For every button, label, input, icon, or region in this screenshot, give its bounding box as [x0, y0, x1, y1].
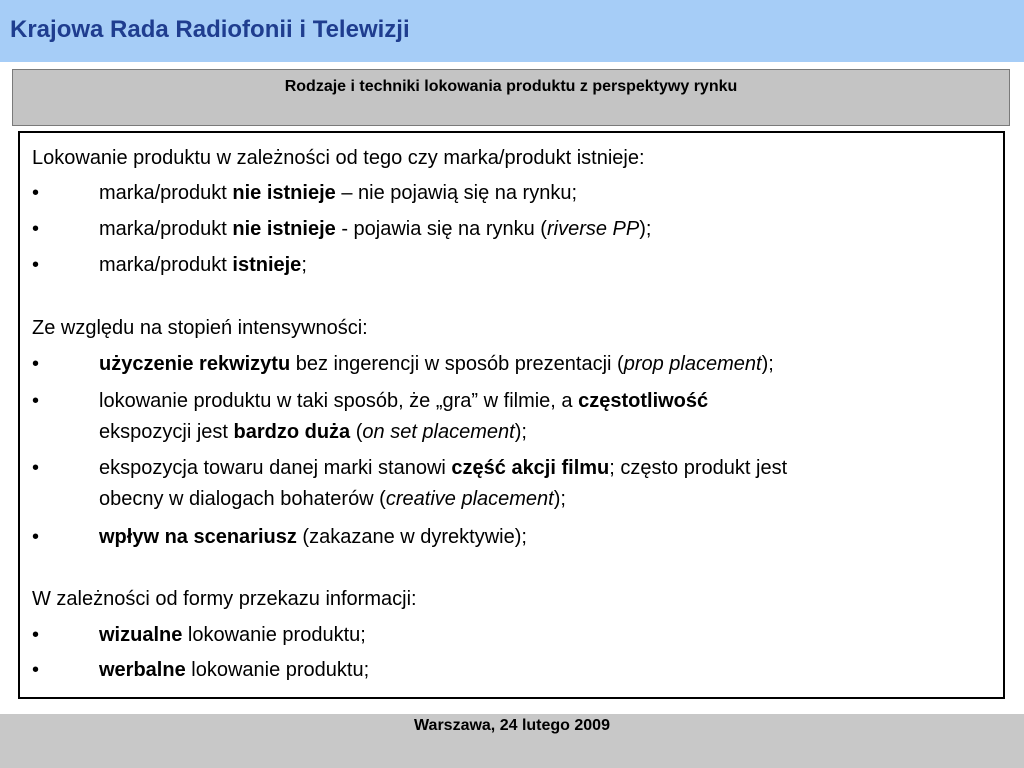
bullet: •	[32, 659, 40, 681]
section-3-heading: W zależności od formy przekazu informacji:	[32, 588, 417, 610]
slide-subtitle-box	[12, 69, 1010, 126]
header-bar	[0, 0, 1024, 62]
bullet: •	[32, 457, 40, 479]
content-box: Lokowanie produktu w zależności od tego czy marka/produkt istnieje: • marka/produkt nie istnieje – nie pojawią się na rynku; • marka/produkt nie istnieje - pojawia się na rynku (riverse PP); • marka/produkt istnieje; Ze względu na stopień intensywności: • użyczenie rekwizytu bez ingerencji w sposób prezentacji (prop placement); • lokowanie produktu w taki sposób, że „gra” w filmie, a częstotliwość ekspozycji jest bardzo duża (on set placement); • ekspozycja towaru danej marki stanowi część akcji filmu; często produkt jest obecny w dialogach bohaterów (creative placement); • wpływ na scenariusz (zakazane w dyrektywie); W zależności od formy przekazu informacji: • wizualne lokowanie produktu; • werbalne lokowanie produktu;	[18, 131, 1005, 699]
bullet: •	[32, 390, 40, 412]
footer-bar	[0, 714, 1024, 768]
bullet: •	[32, 182, 40, 204]
bullet: •	[32, 353, 40, 375]
header-title: Krajowa Rada Radiofonii i Telewizji	[10, 16, 410, 43]
bullet: •	[32, 218, 40, 240]
section-1-heading: Lokowanie produktu w zależności od tego czy marka/produkt istnieje:	[32, 147, 645, 169]
footer-date: Warszawa, 24 lutego 2009	[414, 717, 610, 734]
bullet: •	[32, 624, 40, 646]
slide-subtitle: Rodzaje i techniki lokowania produktu z perspektywy rynku	[284, 78, 738, 95]
bullet: •	[32, 254, 40, 276]
bullet: •	[32, 526, 40, 548]
section-2-heading: Ze względu na stopień intensywności:	[32, 317, 368, 339]
